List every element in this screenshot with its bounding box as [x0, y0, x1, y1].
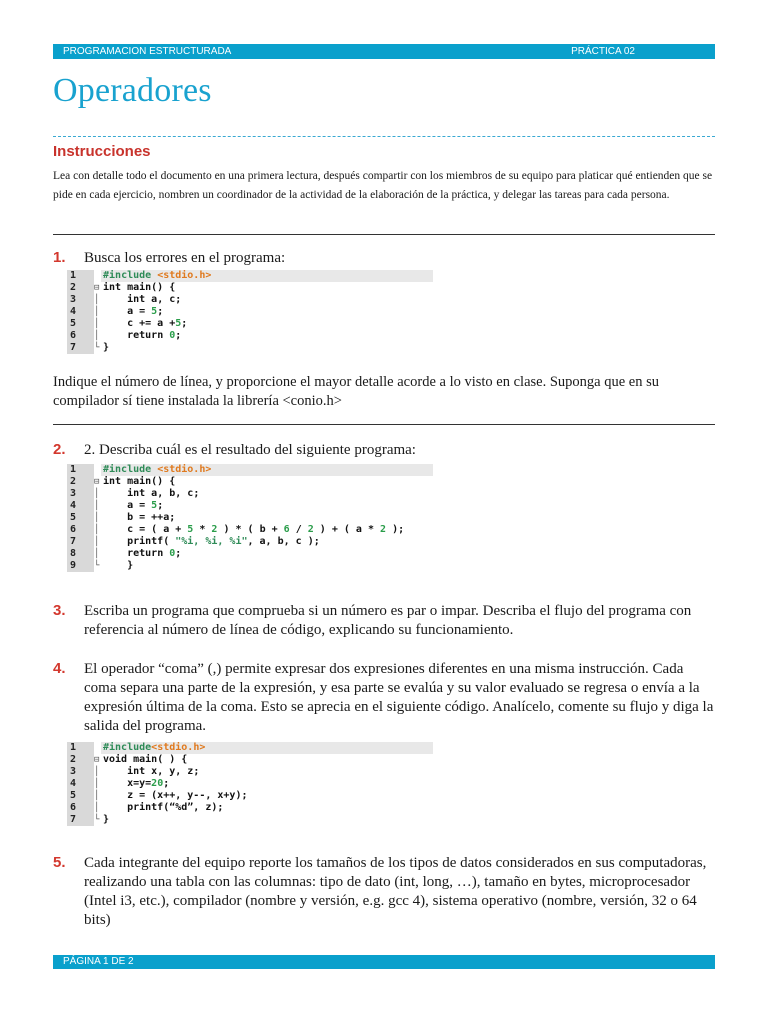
question-1-text: Busca los errores en el programa: — [84, 250, 286, 266]
code-block-3 — [67, 742, 433, 826]
footer-bar — [53, 955, 715, 969]
code-line: 1 #include<stdio.h> — [67, 742, 433, 754]
page-number: PÁGINA 1 DE 2 — [63, 956, 134, 967]
question-5-number: 5. — [53, 854, 66, 871]
instructions-text: Lea con detalle todo el documento en una primera lectura, después compartir con los miembros de su equipo para platicar qué entienden que se pide en cada ejercicio, nombren un coordinador de la actividad de la elaboración de la práctica, y delegar las tareas para cada persona. — [53, 170, 713, 201]
code-line: 6 │ printf(“%d”, z); — [67, 802, 433, 814]
code-line: 7 │ printf( "%i, %i, %i", a, b, c ); — [67, 536, 433, 548]
code-line: 3 │ int a, c; — [67, 294, 433, 306]
code-line: 3 │ int a, b, c; — [67, 488, 433, 500]
question-4-text: El operador “coma” (,) permite expresar dos expresiones diferentes en una misma instrucción. Cada coma separa una parte de la expresión, y esa parte se evalúa y su valor evaluado se regresa o envía a la expresión última de la coma. Esto se aprecia en el siguiente código. Analícelo, comente su flujo y diga la salida del programa. — [84, 661, 714, 734]
question-2-text: 2. Describa cuál es el resultado del siguiente programa: — [84, 442, 416, 458]
course-name: PROGRAMACION ESTRUCTURADA — [63, 46, 232, 57]
code-line: 5 │ b = ++a; — [67, 512, 433, 524]
code-line: 6 │ return 0; — [67, 330, 433, 342]
section-divider — [53, 234, 715, 235]
page-title: Operadores — [53, 72, 212, 109]
code-line: 7 └ } — [67, 342, 433, 354]
question-3-text: Escriba un programa que comprueba si un número es par o impar. Describa el flujo del programa con referencia al número de línea de código, explicando su funcionamiento. — [84, 603, 692, 638]
question-1-followup: Indique el número de línea, y proporcione el mayor detalle acorde a lo visto en clase. Suponga que en su compilador sí tiene instalada la librería <conio.h> — [53, 374, 659, 409]
code-line: 4 │ x=y=20; — [67, 778, 433, 790]
code-line: 9 └ } — [67, 560, 433, 572]
code-block-1 — [67, 270, 433, 354]
code-line: 7 └ } — [67, 814, 433, 826]
code-line: 2 ⊟ int main() { — [67, 282, 433, 294]
question-5-text: Cada integrante del equipo reporte los tamaños de los tipos de datos considerados en sus computadoras, realizando una tabla con las columnas: tipo de dato (int, long, …), tamaño en bytes, microprocesador (Intel i3, etc.), compilador (nombre y versión, e.g. gcc 4), sistema operativo (nombre, versión, 32 o 64 bits) — [84, 855, 707, 928]
code-line: 8 │ return 0; — [67, 548, 433, 560]
code-line: 4 │ a = 5; — [67, 500, 433, 512]
code-line: 2 ⊟ int main() { — [67, 476, 433, 488]
code-line: 1 #include <stdio.h> — [67, 464, 433, 476]
code-line: 5 │ z = (x++, y--, x+y); — [67, 790, 433, 802]
title-divider — [53, 136, 715, 137]
question-2-number: 2. — [53, 441, 66, 458]
header-bar — [53, 44, 715, 59]
practice-number: PRÁCTICA 02 — [571, 46, 635, 57]
code-line: 1 #include <stdio.h> — [67, 270, 433, 282]
code-line: 6 │ c = ( a + 5 * 2 ) * ( b + 6 / 2 ) + ( a * 2 ); — [67, 524, 433, 536]
code-line: 2 ⊟ void main( ) { — [67, 754, 433, 766]
code-block-2 — [67, 464, 433, 572]
question-1-number: 1. — [53, 249, 66, 266]
question-3-number: 3. — [53, 602, 66, 619]
instructions-heading: Instrucciones — [53, 143, 151, 160]
code-line: 4 │ a = 5; — [67, 306, 433, 318]
question-4-number: 4. — [53, 660, 66, 677]
code-line: 3 │ int x, y, z; — [67, 766, 433, 778]
section-divider — [53, 424, 715, 425]
code-line: 5 │ c += a +5; — [67, 318, 433, 330]
